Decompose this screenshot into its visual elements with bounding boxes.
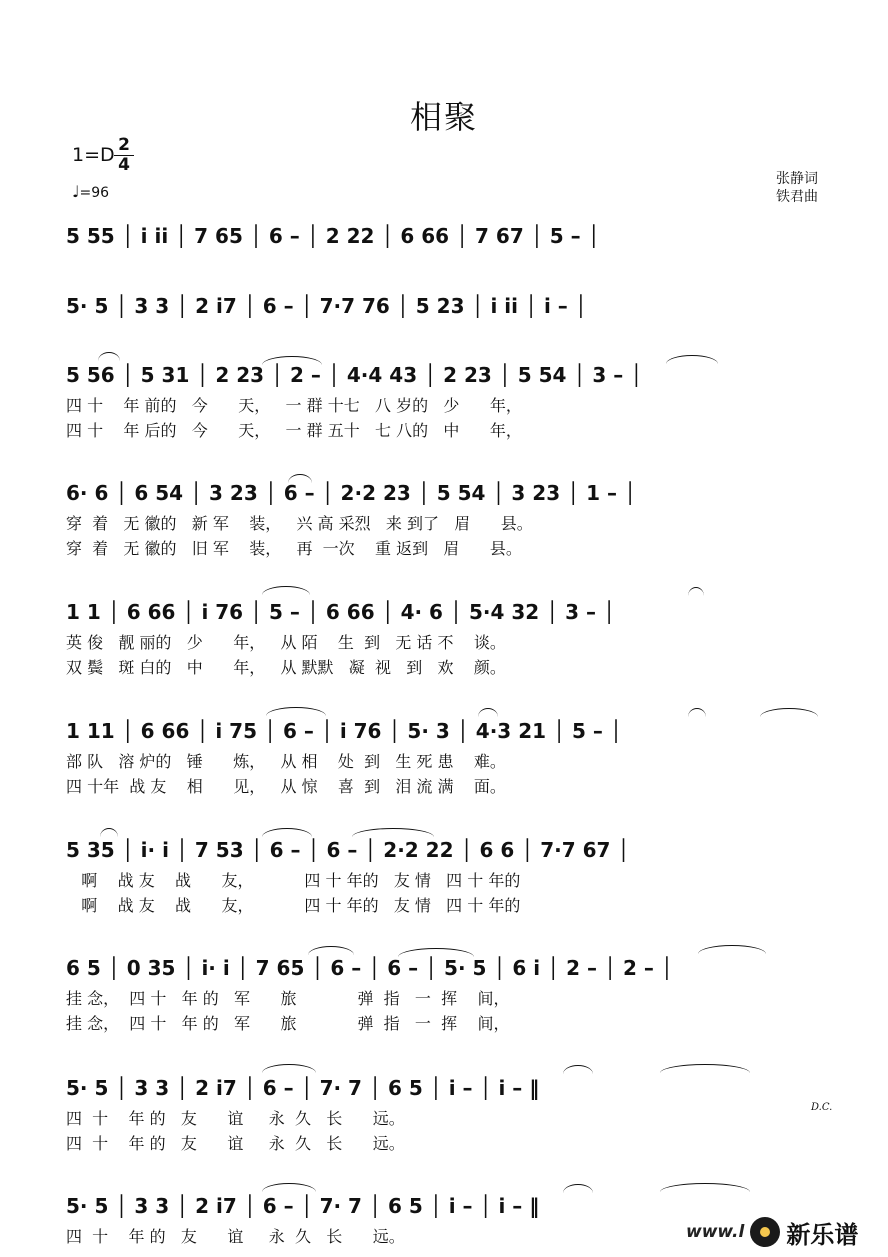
slur-mark: [698, 945, 766, 954]
notation-row: 1 1 │ 6 66 │ i 76 │ 5 – │ 6 66 │ 4· 6 │ 5·4 32 │ 3 – │: [66, 600, 616, 624]
lyric-line: 四 十 年 的 友 谊 永 久 长 远。: [66, 1227, 405, 1246]
slur-mark: [563, 1184, 593, 1193]
page-title: 相聚: [409, 98, 478, 136]
slur-mark: [262, 828, 312, 837]
lyric-line: 四 十年 战 友 相 见， 从 惊 喜 到 泪 流 满 面。: [66, 777, 506, 796]
key-signature: 1=D: [72, 144, 115, 166]
lyric-line: 挂 念， 四 十 年 的 军 旅 弹 指 一 挥 间，: [66, 1014, 510, 1033]
slur-mark: [688, 587, 704, 596]
time-signature-numerator: 2: [118, 135, 130, 155]
lyricist-credit: 张静词: [776, 171, 818, 187]
lyric-line: 英 俊 靓 丽的 少 年， 从 陌 生 到 无 话 不 谈。: [66, 633, 506, 652]
lyric-line: 四 十 年 的 友 谊 永 久 长 远。: [66, 1134, 405, 1153]
composer-credit: 铁君曲: [776, 189, 818, 205]
slur-mark: [98, 352, 120, 361]
slur-mark: [660, 1183, 750, 1192]
time-signature-denominator: 4: [114, 155, 134, 175]
slur-mark: [266, 707, 326, 716]
disc-logo-icon: [750, 1217, 780, 1247]
slur-mark: [352, 828, 434, 837]
slur-mark: [666, 355, 718, 364]
notation-row: 1 11 │ 6 66 │ i 75 │ 6 – │ i 76 │ 5· 3 │ 4·3 21 │ 5 – │: [66, 719, 622, 743]
notation-row: 5· 5 │ 3 3 │ 2 i7 │ 6 – │ 7·7 76 │ 5 23 │ i ii │ i – │: [66, 294, 587, 318]
notation-row: 5· 5 │ 3 3 │ 2 i7 │ 6 – │ 7· 7 │ 6 5 │ i – │ i – ‖: [66, 1194, 540, 1218]
notation-row: 5 56 │ 5 31 │ 2 23 │ 2 – │ 4·4 43 │ 2 23 │ 5 54 │ 3 – │: [66, 363, 643, 387]
slur-mark: [760, 708, 818, 717]
lyric-line: 四 十 年 的 友 谊 永 久 长 远。: [66, 1109, 405, 1128]
slur-mark: [308, 946, 354, 955]
slur-mark: [262, 1064, 316, 1073]
lyric-line: 啊 战 友 战 友， 四 十 年的 友 情 四 十 年的: [66, 871, 521, 890]
slur-mark: [688, 708, 706, 717]
watermark-url: www.l: [686, 1222, 745, 1242]
lyric-line: 穿 着 无 徽的 旧 军 装， 再 一次 重 返到 眉 县。: [66, 539, 522, 558]
notation-row: 5 35 │ i· i │ 7 53 │ 6 – │ 6 – │ 2·2 22 │ 6 6 │ 7·7 67 │: [66, 838, 630, 862]
quarter-note-icon: ♩: [72, 182, 80, 201]
lyric-line: 部 队 溶 炉的 锤 炼， 从 相 处 到 生 死 患 难。: [66, 752, 506, 771]
notation-row: 6· 6 │ 6 54 │ 3 23 │ 6 – │ 2·2 23 │ 5 54 │ 3 23 │ 1 – │: [66, 481, 636, 505]
slur-mark: [478, 708, 498, 717]
tempo-mark: [72, 182, 109, 201]
slur-mark: [262, 1183, 316, 1192]
notation-row: 6 5 │ 0 35 │ i· i │ 7 65 │ 6 – │ 6 – │ 5· 5 │ 6 i │ 2 – │ 2 – │: [66, 956, 673, 980]
watermark-brand: 新乐谱: [786, 1220, 859, 1249]
watermark: [686, 1214, 858, 1250]
slur-mark: [563, 1065, 593, 1074]
lyric-line: 四 十 年 后的 今 天， 一 群 五十 七 八的 中 年，: [66, 421, 522, 440]
lyric-line: 穿 着 无 徽的 新 军 装， 兴 高 采烈 来 到了 眉 县。: [66, 514, 533, 533]
lyric-line: 双 鬓 斑 白的 中 年， 从 默默 凝 视 到 欢 颜。: [66, 658, 506, 677]
slur-mark: [660, 1064, 750, 1073]
dc-mark: D.C.: [811, 1102, 833, 1113]
lyric-line: 四 十 年 前的 今 天， 一 群 十七 八 岁的 少 年，: [66, 396, 522, 415]
lyric-line: 啊 战 友 战 友， 四 十 年的 友 情 四 十 年的: [66, 896, 521, 915]
notation-row: 5· 5 │ 3 3 │ 2 i7 │ 6 – │ 7· 7 │ 6 5 │ i – │ i – ‖: [66, 1076, 540, 1100]
slur-mark: [100, 828, 118, 837]
lyric-line: 挂 念， 四 十 年 的 军 旅 弹 指 一 挥 间，: [66, 989, 510, 1008]
tempo-value: =96: [79, 185, 110, 201]
notation-row: 5 55 │ i ii │ 7 65 │ 6 – │ 2 22 │ 6 66 │ 7 67 │ 5 – │: [66, 224, 600, 248]
slur-mark: [262, 586, 310, 595]
time-signature: [114, 136, 134, 175]
